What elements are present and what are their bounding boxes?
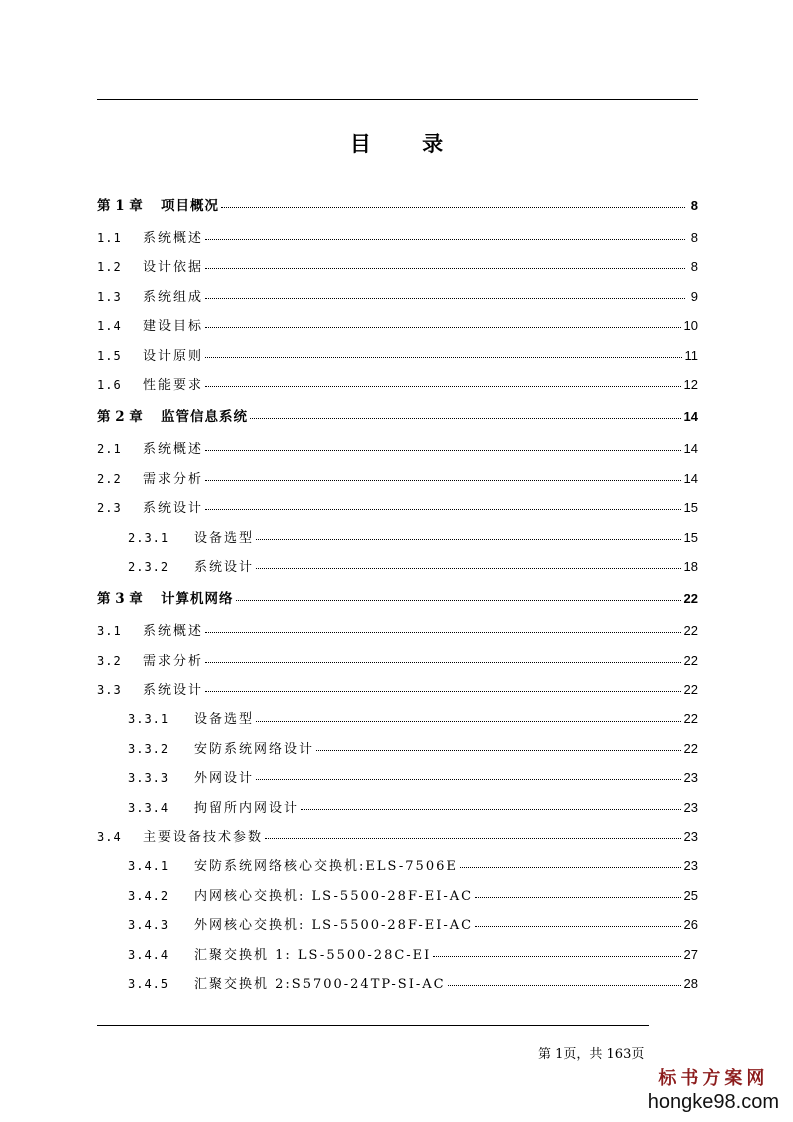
watermark-url: hongke98.com <box>647 1091 779 1113</box>
toc-dot-leader <box>205 470 681 483</box>
toc-dot-leader <box>475 916 680 929</box>
toc-entry-label: 需求分析 <box>143 653 204 669</box>
toc-entry-label: 安防系统网络核心交换机:ELS-7506E <box>194 859 458 875</box>
toc-entry-number: 1.5 <box>97 348 122 363</box>
toc-dot-leader <box>265 828 681 841</box>
toc-entry-number: 3.3.3 <box>128 771 170 786</box>
toc-entry-page-number: 26 <box>683 917 698 933</box>
toc-entry-page-number: 12 <box>683 376 698 392</box>
toc-entry-number: 3.2 <box>97 653 122 668</box>
toc-entry-number: 2.2 <box>97 471 122 486</box>
toc-entry[interactable] <box>97 493 698 522</box>
toc-dot-leader <box>256 558 681 571</box>
toc-entry[interactable] <box>97 969 698 998</box>
toc-dot-leader <box>433 946 680 959</box>
toc-entry-page-number: 23 <box>683 858 698 874</box>
toc-entry-page-number: 10 <box>683 318 698 334</box>
toc-entry-page-number: 9 <box>690 288 698 304</box>
toc-entry-number: 3.1 <box>97 624 122 639</box>
toc-entry-page-number: 14 <box>683 441 698 457</box>
toc-entry-label: 需求分析 <box>143 471 204 487</box>
toc-entry-page-number: 18 <box>683 558 698 574</box>
toc-entry[interactable] <box>97 793 698 822</box>
toc-dot-leader <box>205 376 681 389</box>
toc-entry[interactable] <box>97 464 698 493</box>
toc-entry-number: 1.6 <box>97 377 122 392</box>
toc-entry-number: 3.3.2 <box>128 741 170 756</box>
toc-dot-leader <box>256 710 681 723</box>
toc-entry-number: 3.4 <box>97 830 122 845</box>
toc-entry-number: 3.3.1 <box>128 712 170 727</box>
toc-dot-leader <box>205 317 681 330</box>
toc-dot-leader <box>236 590 681 604</box>
toc-entry-page-number: 8 <box>690 198 698 213</box>
toc-entry-label: 安防系统网络设计 <box>194 741 315 757</box>
toc-entry-label: 系统设计 <box>143 501 204 517</box>
toc-entry-number: 1.1 <box>97 231 122 245</box>
toc-dot-leader <box>205 499 681 512</box>
toc-entry-page-number: 22 <box>683 623 698 639</box>
toc-entry-page-number: 23 <box>683 799 698 815</box>
toc-dot-leader <box>205 229 685 242</box>
footer-rule <box>97 1025 649 1026</box>
toc-entry[interactable] <box>97 523 698 552</box>
toc-dot-leader <box>205 288 685 301</box>
toc-entry-label: 计算机网络 <box>161 591 234 608</box>
toc-entry-page-number: 28 <box>683 975 698 991</box>
toc-dot-leader <box>205 440 681 453</box>
toc-entry-label: 外网核心交换机: LS-5500-28F-EI-AC <box>194 918 474 934</box>
toc-entry-label: 系统设计 <box>143 683 204 699</box>
toc-entry[interactable] <box>97 311 698 340</box>
toc-entry-label: 拘留所内网设计 <box>194 800 300 816</box>
toc-entry-page-number: 8 <box>690 230 698 245</box>
toc-dot-leader <box>460 857 681 870</box>
toc-entry-page-number: 15 <box>683 500 698 516</box>
toc-dot-leader <box>316 740 681 753</box>
toc-entry-number: 1.3 <box>97 289 122 304</box>
toc-entry-page-number: 14 <box>683 470 698 486</box>
toc-entry[interactable] <box>97 675 698 704</box>
toc-entry-label: 主要设备技术参数 <box>143 830 264 846</box>
toc-entry-label: 设备选型 <box>194 712 255 728</box>
toc-entry-page-number: 11 <box>684 347 698 363</box>
toc-entry-number: 3.4.2 <box>128 888 170 903</box>
toc-entry-number: 第 3 章 <box>97 591 143 608</box>
toc-entry[interactable] <box>97 822 698 851</box>
toc-entry-label: 系统概述 <box>143 231 204 246</box>
toc-entry-number: 第 2 章 <box>97 409 143 426</box>
toc-entry-page-number: 27 <box>683 946 698 962</box>
toc-entry-number: 3.4.1 <box>128 859 170 874</box>
toc-entry[interactable] <box>97 581 698 616</box>
toc-dot-leader <box>205 622 681 635</box>
toc-entry-page-number: 23 <box>683 770 698 786</box>
toc-entry-label: 系统概述 <box>143 624 204 640</box>
toc-entry-number: 第 1 章 <box>97 198 143 214</box>
toc-dot-leader <box>250 408 681 422</box>
toc-entry-label: 汇聚交换机 2:S5700-24TP-SI-AC <box>194 976 446 992</box>
toc-entry[interactable] <box>97 734 698 763</box>
toc-entry-number: 1.2 <box>97 260 122 275</box>
toc-entry-page-number: 22 <box>683 740 698 756</box>
toc-title: 目 录 <box>349 131 466 156</box>
toc-entry[interactable] <box>97 282 698 311</box>
toc-entry[interactable] <box>97 434 698 463</box>
toc-entry-number: 1.4 <box>97 319 122 334</box>
toc-entry-number: 2.3 <box>97 501 122 516</box>
toc-entry-label: 项目概况 <box>161 198 219 214</box>
toc-entry-page-number: 8 <box>690 259 698 275</box>
toc-entry-label: 系统设计 <box>194 559 255 575</box>
toc-entry-label: 系统概述 <box>143 442 204 458</box>
toc-dot-leader <box>301 799 681 812</box>
toc-dot-leader <box>256 529 681 542</box>
toc-entry-page-number: 22 <box>683 591 698 607</box>
toc-entry-number: 3.3 <box>97 683 122 698</box>
toc-entry-label: 设计依据 <box>143 260 204 276</box>
toc-entry-number: 2.1 <box>97 442 122 457</box>
toc-entry-label: 内网核心交换机: LS-5500-28F-EI-AC <box>194 888 474 904</box>
table-of-contents <box>97 188 698 998</box>
toc-entry-page-number: 22 <box>683 682 698 698</box>
toc-entry[interactable] <box>97 704 698 733</box>
toc-dot-leader <box>205 681 681 694</box>
watermark <box>648 1067 779 1115</box>
toc-entry-number: 3.4.4 <box>128 947 170 962</box>
toc-entry-page-number: 15 <box>683 529 698 545</box>
toc-entry-label: 建设目标 <box>143 319 204 335</box>
toc-entry-label: 监管信息系统 <box>161 409 248 426</box>
toc-entry[interactable] <box>97 763 698 792</box>
toc-entry[interactable] <box>97 646 698 675</box>
toc-entry-page-number: 23 <box>683 829 698 845</box>
toc-entry-number: 3.3.4 <box>128 800 170 815</box>
toc-entry-number: 2.3.2 <box>128 559 170 574</box>
toc-entry[interactable] <box>97 252 698 281</box>
toc-entry-label: 设备选型 <box>194 530 255 546</box>
toc-entry[interactable] <box>97 223 698 252</box>
toc-dot-leader <box>256 769 681 782</box>
toc-entry-label: 性能要求 <box>143 377 204 393</box>
toc-entry[interactable] <box>97 552 698 581</box>
page-footer: 第 1页，共 163页 <box>538 1047 645 1062</box>
toc-entry[interactable] <box>97 881 698 910</box>
toc-entry-label: 系统组成 <box>143 289 204 305</box>
watermark-brand: 标书方案网 <box>658 1068 769 1088</box>
toc-dot-leader <box>205 652 681 665</box>
toc-entry-label: 外网设计 <box>194 771 255 787</box>
toc-dot-leader <box>221 197 685 211</box>
toc-entry-label: 汇聚交换机 1: LS-5500-28C-EI <box>194 947 432 963</box>
toc-dot-leader <box>448 975 681 988</box>
toc-entry[interactable] <box>97 851 698 880</box>
toc-entry[interactable] <box>97 370 698 399</box>
toc-entry[interactable] <box>97 341 698 370</box>
toc-entry-number: 3.4.3 <box>128 918 170 933</box>
toc-entry-page-number: 25 <box>683 887 698 903</box>
toc-entry[interactable] <box>97 616 698 645</box>
toc-entry[interactable] <box>97 910 698 939</box>
toc-dot-leader <box>475 887 680 900</box>
toc-entry[interactable] <box>97 188 698 223</box>
toc-entry-page-number: 22 <box>683 711 698 727</box>
header-rule <box>97 99 698 100</box>
toc-entry-number: 3.4.5 <box>128 976 170 991</box>
toc-entry[interactable] <box>97 399 698 434</box>
toc-entry-page-number: 22 <box>683 652 698 668</box>
toc-entry-page-number: 14 <box>683 409 698 425</box>
toc-entry-number: 2.3.1 <box>128 530 170 545</box>
toc-dot-leader <box>205 258 685 271</box>
toc-entry-label: 设计原则 <box>143 348 204 364</box>
toc-entry[interactable] <box>97 940 698 969</box>
toc-dot-leader <box>205 347 681 360</box>
